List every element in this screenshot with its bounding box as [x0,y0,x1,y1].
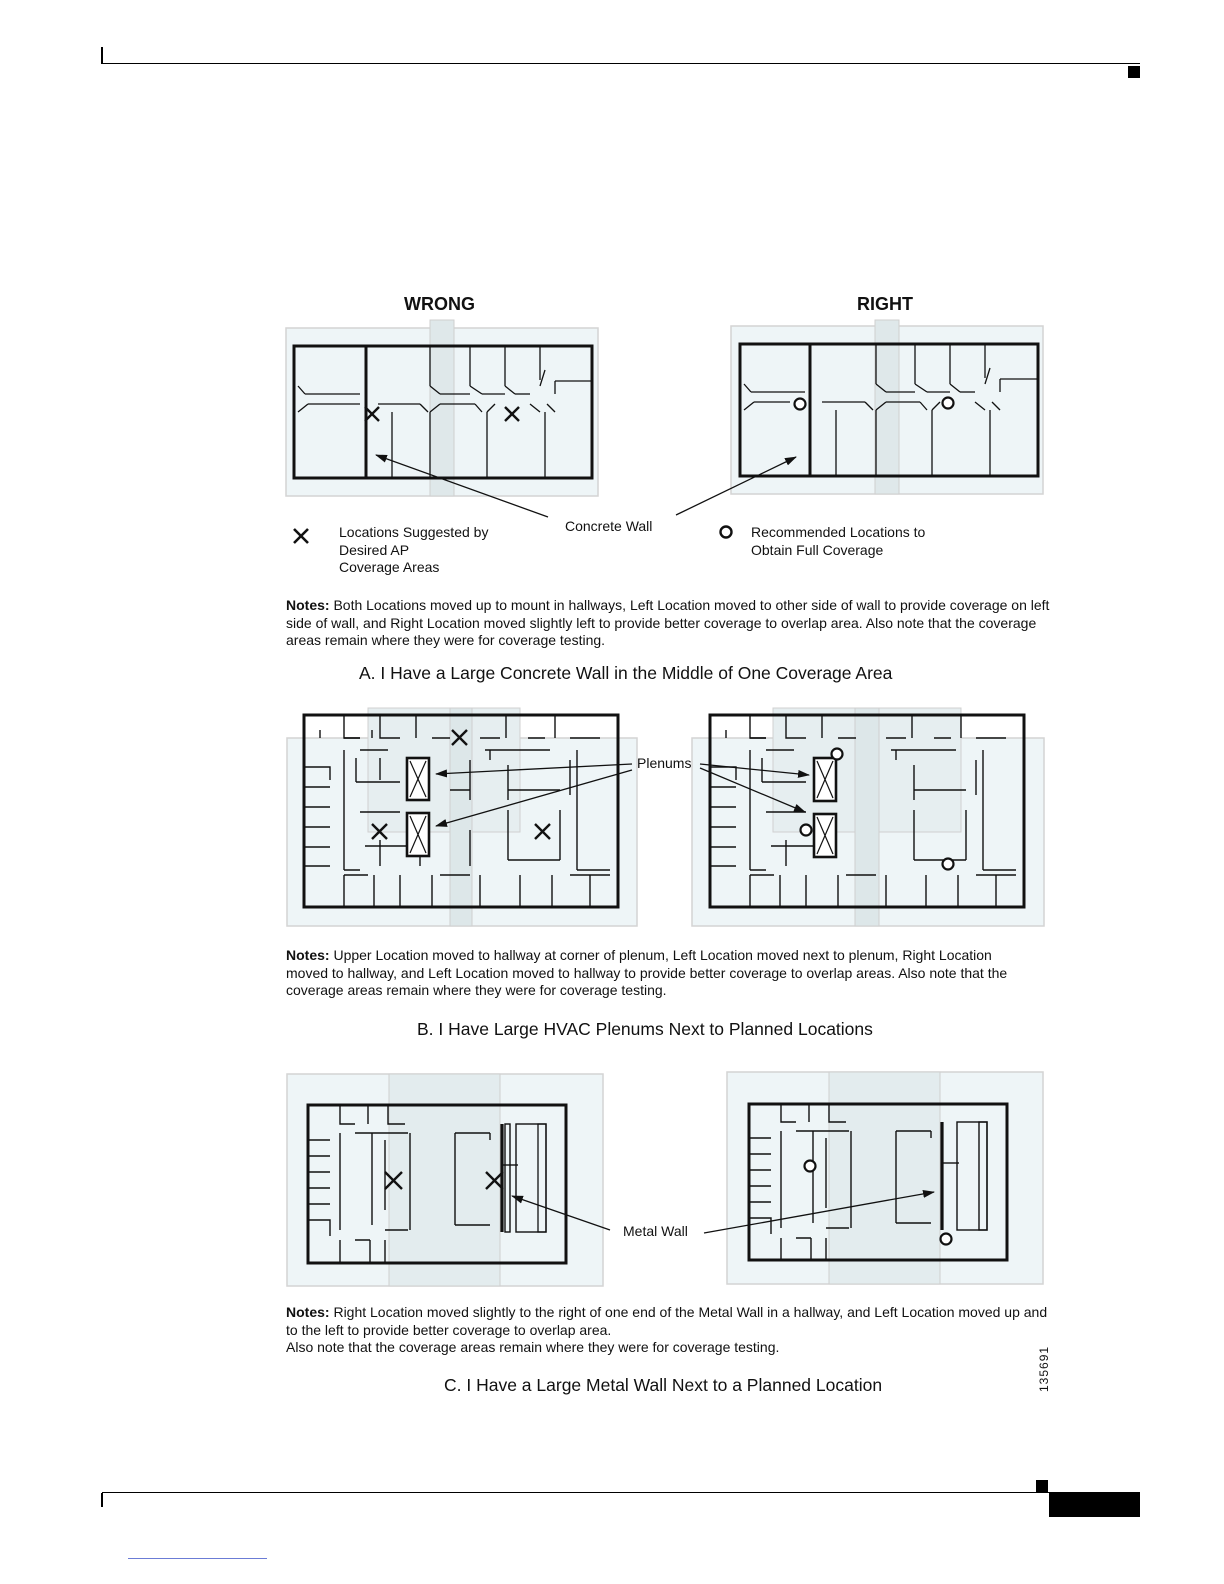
notes-text: Upper Location moved to hallway at corner of plenum, Left Location moved next to plenum, Right Location moved to hallway, and Left Location moved to hallway to provide better coverage to overlap areas. Also note that the coverage areas remain where they were for coverage testing. [286,947,1008,999]
panel-b-wrong-floorplan [287,708,637,926]
panel-a-notes [286,597,1056,650]
concrete-wall-label: Concrete Wall [565,518,653,534]
panel-a-wrong-floorplan [286,320,598,496]
notes-text-2: Also note that the coverage areas remain where they were for coverage testing. [286,1339,780,1356]
legend-x-line-1: Locations Suggested by [339,524,489,540]
legend-o-text [751,524,925,559]
wrong-label: WRONG [404,294,475,314]
panel-c-caption: C. I Have a Large Metal Wall Next to a Planned Location [444,1375,883,1395]
legend-x-text [339,524,488,577]
panel-a-right-floorplan [731,320,1043,494]
legend-x-icon [294,529,308,543]
panel-a-caption: A. I Have a Large Concrete Wall in the Middle of One Coverage Area [359,663,893,683]
panel-c-right-floorplan [727,1072,1043,1284]
panel-b-caption: B. I Have Large HVAC Plenums Next to Planned Locations [417,1019,873,1039]
notes-label: Notes: [286,947,330,963]
figure-id: 135691 [1037,1345,1051,1392]
legend-o-icon [721,527,732,538]
metal-wall-label: Metal Wall [623,1223,688,1239]
notes-text: Right Location moved slightly to the right of one end of the Metal Wall in a hallway, and Left Location moved up and to the left to provide better coverage to overlap area. [286,1304,1048,1338]
legend-o-line-1: Recommended Locations to [751,524,926,540]
notes-label: Notes: [286,1304,330,1320]
plenums-label: Plenums [637,755,692,771]
notes-text: Both Locations moved up to mount in hallways, Left Location moved to other side of wall to provide coverage on left side of wall, and Right Location moved slightly left to provide better coverage to overlap area. Also note that the coverage areas remain where they were for coverage testing. [286,597,1050,649]
legend-x-line-2: Desired AP [339,541,410,558]
notes-label: Notes: [286,597,330,613]
right-label: RIGHT [857,294,913,314]
panel-b-right-floorplan [692,708,1044,926]
legend-x-line-3: Coverage Areas [339,559,440,575]
panel-c-wrong-floorplan [287,1074,603,1286]
panel-b-notes [286,947,1011,1000]
panel-c-notes [286,1304,1056,1357]
legend-o-line-2: Obtain Full Coverage [751,541,884,558]
